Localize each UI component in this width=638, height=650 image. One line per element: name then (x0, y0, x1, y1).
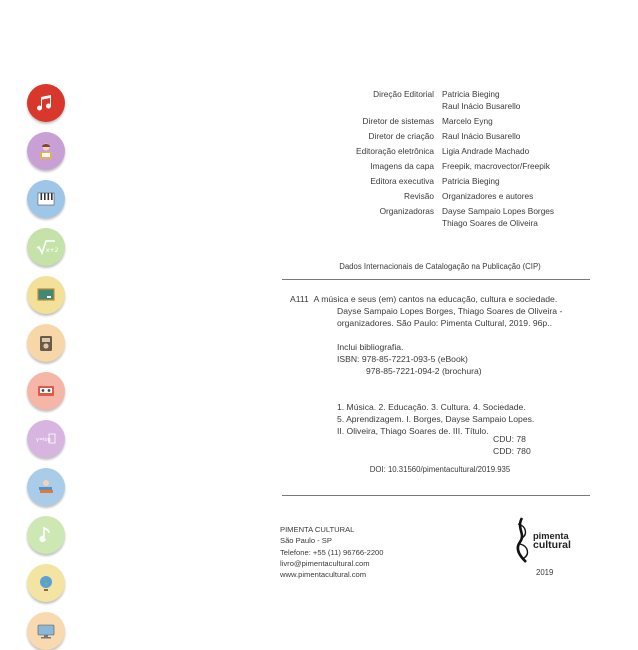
publication-year: 2019 (536, 568, 554, 577)
credit-role: Imagens da capa (370, 160, 434, 171)
catalog-title: A música e seus (em) cantos na educação, cultura e sociedade. (313, 294, 558, 304)
credit-role: Direção Editorial (373, 89, 434, 99)
credit-name: Organizadores e autores (442, 190, 534, 201)
credit-row (280, 205, 600, 230)
credit-row (280, 130, 600, 142)
credit-row (280, 115, 600, 127)
credit-name: Patricia Bieging (442, 175, 500, 186)
catalog-subject: 5. Aprendizagem. I. Borges, Dayse Sampaio Lopes. (337, 414, 535, 424)
divider (282, 495, 590, 496)
logo-word-cultural: cultural (533, 539, 571, 551)
catalog-line: Dayse Sampaio Lopes Borges, Thiago Soares de Oliveira - (337, 306, 563, 316)
music-note-icon (27, 84, 65, 122)
catalog-note: Inclui bibliografia. (337, 342, 404, 352)
equation-icon (27, 420, 65, 458)
credit-row (280, 145, 600, 157)
catalog-entry (290, 293, 600, 437)
svg-text:x+2: x+2 (46, 247, 58, 254)
credit-name: Raul Inácio Busarello (442, 131, 521, 142)
svg-text:y=log: y=log (36, 437, 51, 443)
cip-title: Dados Internacionais de Catalogação na Publicação (CIP) (339, 262, 541, 271)
classification (493, 433, 531, 458)
catalog-isbn: ISBN: 978-85-7221-093-5 (eBook) (337, 354, 468, 364)
credit-role: Editora executiva (370, 175, 434, 186)
cdu-code: CDU: 78 (493, 434, 526, 444)
credit-name: Freepik, macrovector/Freepik (442, 160, 550, 171)
publisher-email: livro@pimentacultural.com (280, 558, 370, 568)
publisher-city: São Paulo - SP (280, 536, 332, 546)
credit-row (280, 175, 600, 187)
radio-icon (27, 324, 65, 362)
computer-icon (27, 612, 65, 650)
editorial-credits (280, 88, 600, 232)
credit-role: Editoração eletrônica (356, 145, 434, 156)
publisher-website: www.pimentacultural.com (280, 570, 367, 580)
credit-row (280, 160, 600, 172)
catalog-subject: II. Oliveira, Thiago Soares de. III. Título. (337, 426, 489, 436)
blackboard-icon (27, 276, 65, 314)
logo-word-pimenta: pimenta (533, 531, 569, 541)
eighth-note-icon (27, 516, 65, 554)
piano-icon (27, 180, 65, 218)
reader-icon (27, 132, 65, 170)
publisher-name: PIMENTA CULTURAL (280, 525, 355, 534)
credit-role: Organizadoras (379, 205, 434, 216)
doi: DOI: 10.31560/pimentacultural/2019.935 (369, 465, 511, 474)
cdd-code: CDD: 780 (493, 446, 531, 457)
credit-role: Diretor de criação (368, 131, 434, 142)
credit-role: Diretor de sistemas (362, 116, 434, 127)
credit-name: Patricia Bieging (442, 89, 500, 99)
catalog-code: A111 (290, 294, 309, 304)
credit-name: Marcelo Eyng (442, 116, 493, 127)
logo-text (533, 532, 571, 550)
credit-name: Dayse Sampaio Lopes Borges (442, 205, 555, 216)
credit-name: Thiago Soares de Oliveira (442, 217, 538, 228)
publisher-info (280, 524, 384, 580)
publisher-phone: Telefone: +55 (11) 96766-2200 (280, 547, 384, 557)
credit-row (280, 190, 600, 202)
catalog-isbn: 978-85-7221-094-2 (brochura) (366, 366, 482, 376)
divider (282, 279, 590, 280)
catalog-line: organizadores. São Paulo: Pimenta Cultural, 2019. 96p.. (337, 318, 552, 328)
credit-name: Ligia Andrade Machado (442, 145, 530, 156)
globe-icon (27, 564, 65, 602)
cassette-icon (27, 372, 65, 410)
credit-name: Raul Inácio Busarello (442, 101, 521, 112)
square-root-icon (27, 228, 65, 266)
credit-role: Revisão (404, 190, 434, 201)
books-icon (27, 468, 65, 506)
credit-row (280, 88, 600, 113)
catalog-subject: 1. Música. 2. Educação. 3. Cultura. 4. Sociedade. (337, 402, 526, 412)
